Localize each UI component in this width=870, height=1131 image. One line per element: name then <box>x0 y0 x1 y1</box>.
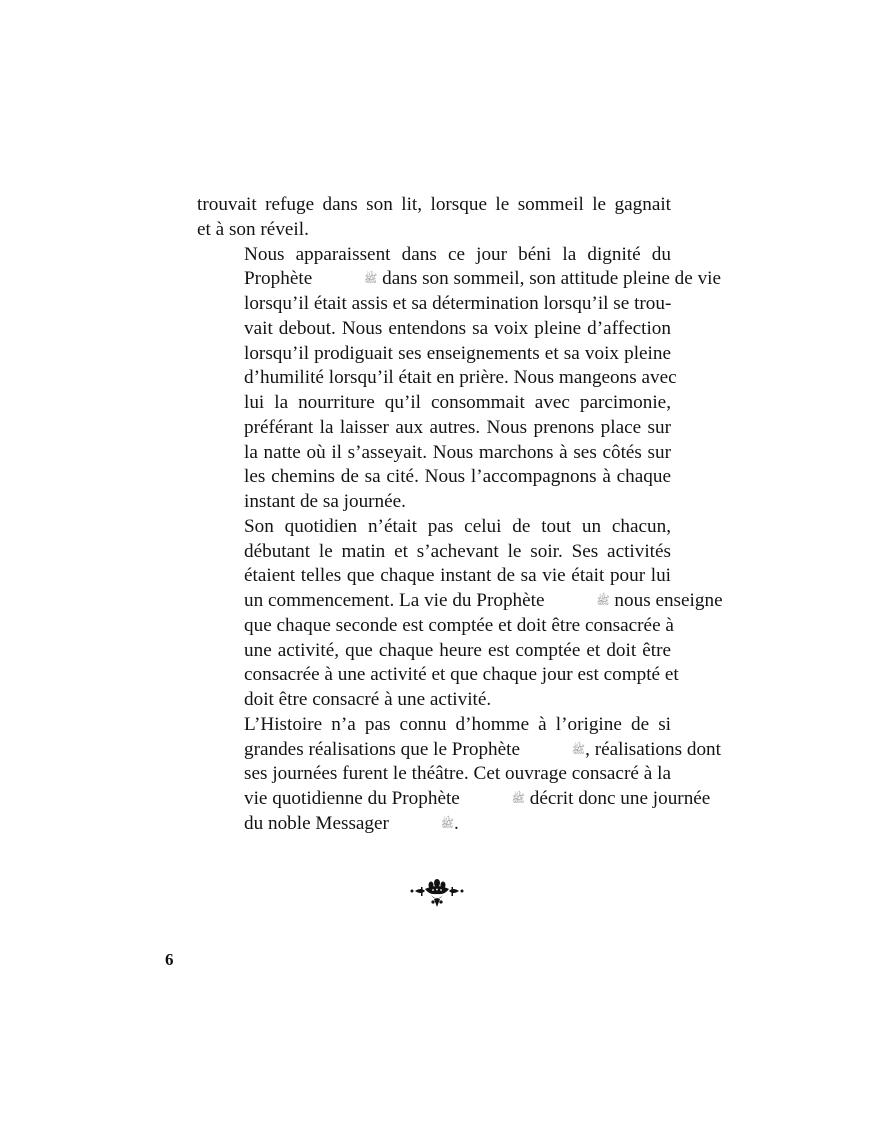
text-segment: lui la nourriture qu’il consommait avec parcimonie, <box>244 392 671 413</box>
text-segment: étaient telles que chaque instant de sa vie était pour lui <box>244 565 671 587</box>
paragraph <box>197 713 721 837</box>
text-line <box>197 243 671 268</box>
text-line <box>197 342 671 367</box>
text-segment: décrit donc une journée <box>524 788 711 809</box>
text-line <box>197 441 671 466</box>
text-segment: grandes réalisations que le Prophète <box>244 738 525 760</box>
text-segment: dans son sommeil, son attitude pleine de vie <box>377 268 722 290</box>
text-line <box>197 391 671 416</box>
text-line <box>197 292 671 317</box>
text-line <box>197 639 671 664</box>
text-segment: les chemins de sa cité. Nous l’accompagnons à chaque <box>244 466 671 488</box>
text-segment: lorsqu’il prodiguait ses enseignements et sa voix pleine <box>244 342 671 364</box>
text-line <box>197 589 723 614</box>
text-line <box>197 366 677 391</box>
page-number: 6 <box>165 950 174 969</box>
text-segment: nous enseigne <box>609 590 723 611</box>
text-segment: trouvait refuge dans son lit, lorsque le sommeil le gagnait <box>197 194 671 215</box>
text-line <box>197 515 671 540</box>
text-segment: et à son réveil. <box>197 218 309 240</box>
text-line <box>197 267 722 292</box>
text-line <box>197 762 671 787</box>
paragraph <box>197 193 671 243</box>
floral-ornament-icon <box>409 877 465 909</box>
text-segment: Son quotidien n’était pas celui de tout un chacun, <box>244 515 671 537</box>
text-segment: que chaque seconde est comptée et doit être consacrée à <box>244 614 674 636</box>
text-segment: instant de sa journée. <box>244 491 406 512</box>
text-segment: lorsqu’il était assis et sa détermination lorsqu’il se trou- <box>244 293 672 314</box>
paragraph <box>197 515 723 713</box>
honorific-symbol: ﷺ <box>364 272 378 286</box>
text-line <box>197 193 671 218</box>
honorific-symbol: ﷺ <box>596 594 610 607</box>
text-segment: L’Histoire n’a pas connu d’homme à l’origine de si <box>244 713 671 735</box>
text-segment: vie quotidienne du Prophète <box>244 788 465 809</box>
text-segment: d’humilité lorsqu’il était en prière. Nous mangeons avec <box>244 367 677 389</box>
text-segment: , réalisations dont <box>585 738 721 760</box>
text-segment: vait debout. Nous entendons sa voix pleine d’affection <box>244 317 671 339</box>
text-line <box>197 490 671 515</box>
text-line <box>197 614 674 639</box>
text-segment: . <box>454 812 459 834</box>
text-segment: ses journées furent le théâtre. Cet ouvrage consacré à la <box>244 763 671 785</box>
text-line <box>197 465 671 490</box>
text-segment: préférant la laisser aux autres. Nous prenons place sur <box>244 416 671 438</box>
text-line <box>197 416 671 441</box>
text-line <box>197 738 721 763</box>
text-segment: Prophète <box>244 268 318 290</box>
text-line <box>197 317 671 342</box>
text-segment: du noble Messager <box>244 812 394 834</box>
paragraph <box>197 243 722 515</box>
text-segment: débutant le matin et s’achevant le soir. Ses activités <box>244 540 671 562</box>
text-segment: Nous apparaissent dans ce jour béni la dignité du <box>244 243 671 265</box>
text-segment: une activité, que chaque heure est comptée et doit être <box>244 639 671 661</box>
text-segment: un commencement. La vie du Prophète <box>244 590 550 611</box>
text-segment: consacrée à une activité et que chaque jour est compté et <box>244 664 679 686</box>
text-line <box>197 540 671 565</box>
body-text <box>197 193 723 837</box>
text-line <box>197 713 671 738</box>
honorific-symbol: ﷺ <box>571 742 586 756</box>
honorific-symbol: ﷺ <box>440 816 455 830</box>
text-segment: la natte où il s’asseyait. Nous marchons à ses côtés sur <box>244 441 671 463</box>
text-line <box>197 787 711 812</box>
honorific-symbol: ﷺ <box>511 792 525 805</box>
text-line <box>197 812 671 837</box>
text-line <box>197 663 679 688</box>
text-line <box>197 564 671 589</box>
text-segment: doit être consacré à une activité. <box>244 689 492 710</box>
text-line <box>197 688 671 713</box>
text-line <box>197 218 671 243</box>
